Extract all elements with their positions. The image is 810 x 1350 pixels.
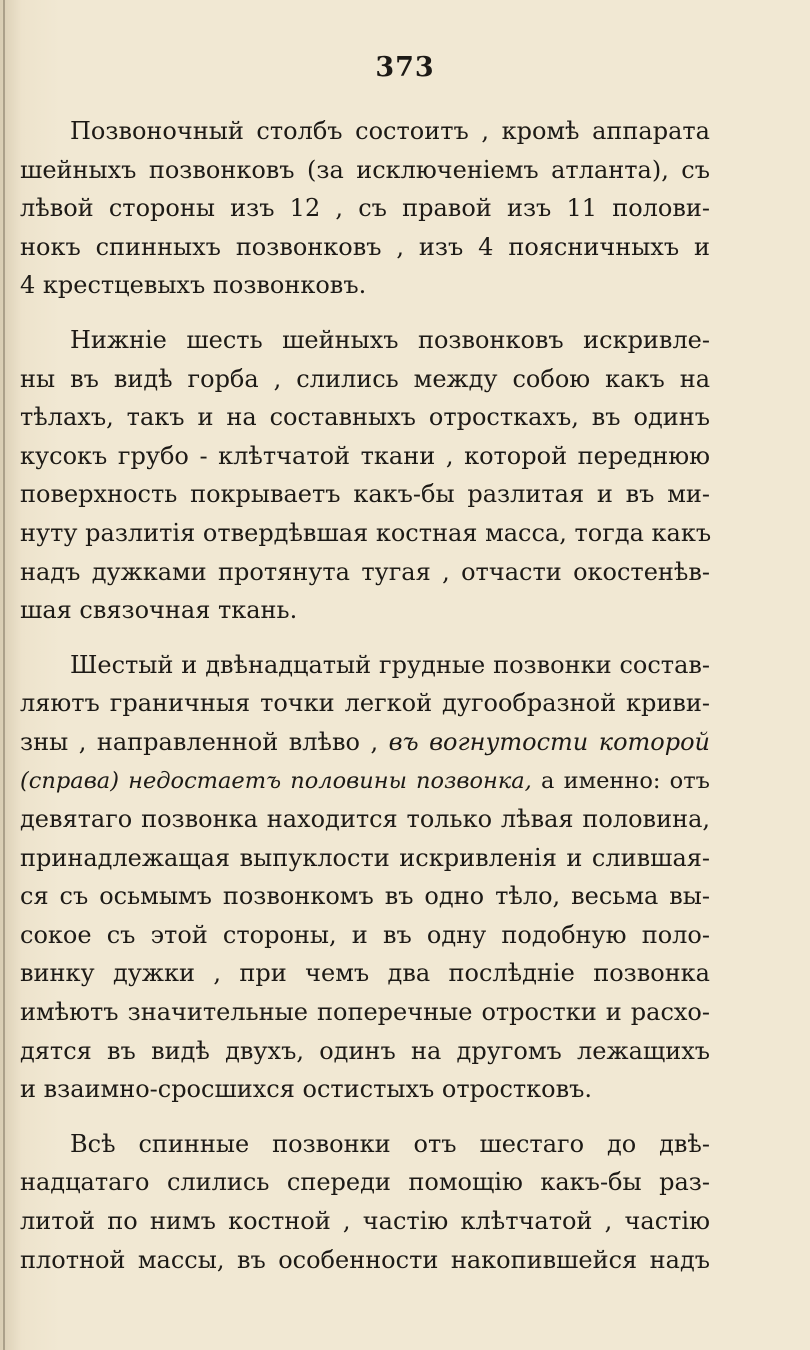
text-line: шая связочная ткань. [20,596,298,625]
text-line [20,762,710,801]
text-line: нокъ спинныхъ позвонковъ , изъ 4 поясничныхъ и [20,232,710,261]
paragraph [20,112,710,305]
text-line: принадлежащая выпуклости искривленія и слившая- [20,843,710,872]
paragraph-gap [20,630,710,646]
italic-text-run: (справа) недостаетъ половины позвонка, [20,767,532,794]
body-text [20,112,710,1279]
text-line: надцатаго слились спереди помощію какъ-бы раз- [20,1168,710,1197]
paragraph [20,1125,710,1279]
binding-edge [3,0,5,1350]
text-line: надъ дужками протянута тугая , отчасти окостенѣв- [20,557,710,586]
text-line: Шестый и двѣнадцатый грудные позвонки состав- [70,650,710,679]
paragraph-gap [20,1109,710,1125]
text-line: литой по нимъ костной , частію клѣтчатой , частію [20,1207,710,1236]
text-line: тѣлахъ, такъ и на составныхъ отросткахъ, въ одинъ [20,403,710,432]
paragraph [20,321,710,630]
page-number: 373 [375,52,435,83]
text-run: а именно: отъ [531,767,710,794]
text-line: лѣвой стороны изъ 12 , съ правой изъ 11 полови- [20,194,710,223]
text-line: Позвоночный столбъ состоитъ , кромѣ аппарата [70,117,710,145]
text-line: имѣютъ значительные поперечные отростки и расхо- [20,998,710,1027]
text-line: шейныхъ позвонковъ (за исключеніемъ атланта), съ [20,155,710,184]
text-run: зны , направленной влѣво , [20,727,389,756]
text-line: 4 крестцевыхъ позвонковъ. [20,271,367,300]
italic-text-run: въ вогнутости которой [388,727,711,756]
text-line: ны въ видѣ горба , слились между собою какъ на [20,364,710,393]
text-line [20,723,710,762]
paragraph [20,646,710,1109]
text-line: дятся въ видѣ двухъ, одинъ на другомъ лежащихъ [20,1036,710,1065]
text-line: кусокъ грубо - клѣтчатой ткани , которой переднюю [20,441,710,470]
text-line: девятаго позвонка находится только лѣвая половина, [20,805,710,834]
text-line: сокое съ этой стороны, и въ одну подобную поло- [20,920,710,949]
paragraph-gap [20,305,710,321]
text-line: поверхность покрываетъ какъ-бы разлитая и въ ми- [20,480,710,509]
text-line: винку дужки , при чемъ два послѣдніе позвонка [20,959,710,988]
text-line: Нижніе шесть шейныхъ позвонковъ искривле- [70,325,710,354]
text-line: ляютъ граничныя точки легкой дугообразной криви- [20,689,710,718]
text-line: и взаимно-сросшихся остистыхъ отростковъ. [20,1075,593,1104]
text-line: плотной массы, въ особенности накопившейся надъ [20,1245,710,1274]
text-line: ся съ осьмымъ позвонкомъ въ одно тѣло, весьма вы- [20,882,710,911]
text-line: нуту разлитія отвердѣвшая костная масса, тогда какъ [20,518,712,547]
text-line: Всѣ спинные позвонки отъ шестаго до двѣ- [70,1129,710,1158]
